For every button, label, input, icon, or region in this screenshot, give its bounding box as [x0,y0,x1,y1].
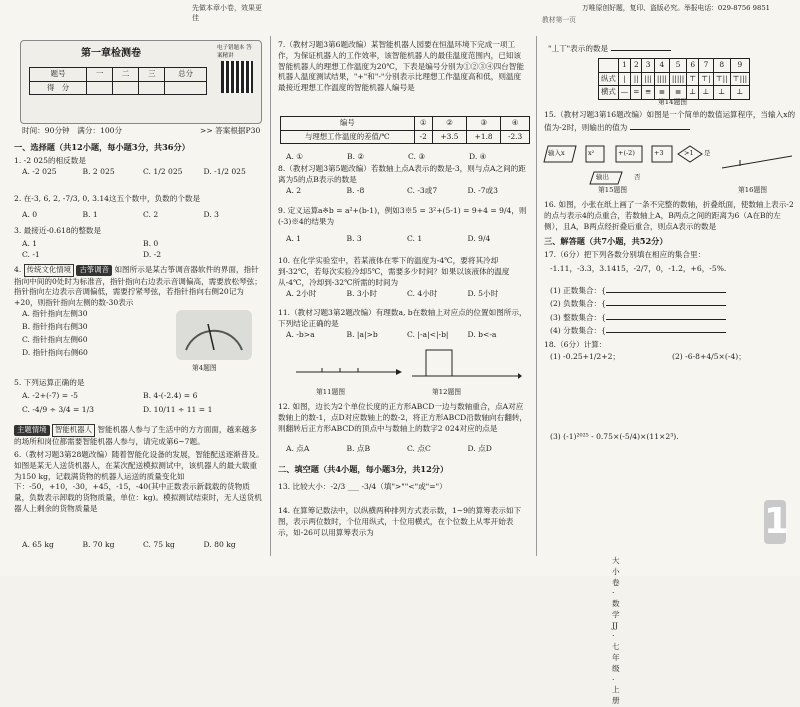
q6-option[interactable]: A. 65 kg [22,540,54,549]
q12-option[interactable]: A. 点A [286,444,310,453]
suanchou-head: 7 [699,59,713,73]
q6-option[interactable]: B. 70 kg [82,540,115,549]
q6-option[interactable]: D. 80 kg [203,540,236,549]
q11-option[interactable]: C. |-a|<|-b| [407,329,449,339]
q2-option[interactable]: C. 2 [143,209,159,219]
column-right [538,0,800,576]
q15-flowchart [544,140,714,186]
q2-option[interactable]: A. 0 [22,209,38,219]
question-12 [278,402,528,455]
q7-row-label: 与理想工作温度的差值/℃ [281,130,415,144]
q11-stem: 11.（教材习题3第2题改编）有理数a, b在数轴上对应点的位置如图所示，下列结论正确的是 [278,308,527,328]
flow-cond: >1 [684,149,694,157]
q7-option[interactable]: A. ① [286,152,304,161]
q7-head: ② [432,117,466,131]
answer-blank[interactable] [630,121,690,130]
q5-option[interactable]: B. 4-(-2.4) = 6 [143,390,198,400]
answer-ref: >> 答案根据P30 [200,126,261,135]
set-positive [550,284,796,297]
tuner-dial-icon [176,310,252,360]
theme-intro [14,424,264,448]
set-fraction [550,324,796,337]
q15-stem: 15.（教材习题3第16题改编）如图是一个简单的数值运算程序，当输入x的值为-2时，则输出的值为 [544,110,796,132]
score-table [29,67,207,95]
flow-no: 否 [634,173,641,181]
q8-stem: 8.（教材习题3第5题改编）若数轴上点A表示的数是-3，则与点A之间的距离为5的点B表示的数是 [278,164,526,184]
q12-stem: 12. 如图，边长为2个单位长度的正方形ABCD一边与数轴重合，点A对应数轴上的数-1，点D对应数轴上的数-2，将正方形ABCD沿数轴向右翻转，则翻转后正方形ABCD的顶点中与数轴上的数字2 024对应的点是 [278,402,528,433]
flow-plus3: +3 [654,149,664,157]
q8-option[interactable]: A. 2 [286,185,302,195]
q11-option[interactable]: B. |a|>b [346,329,378,339]
score-header: 题号 [30,68,87,82]
q14-tail [548,42,671,55]
flow-yes: 是 [704,149,711,157]
q17-stem: 17.（6分）把下列各数分别填在相应的集合里： [544,250,706,259]
score-header: 三 [139,68,165,82]
set-label: (4) 分数集合：{ [550,325,606,335]
q7-stem: 7.（教材习题3第6题改编）某智能机器人园要在恒温环境下完成一项工作，为保证机器人的工作效率，该智能机器人的最佳温度范围内，已知该智能机器人的理想工作温度为20℃，下表是编号分别为①②③④四台智能机器人温度测试结果，"+"和"-"分别表示比理想工作温度高和低，则温度最接近理想工作温度的智能机器人编号是 [278,40,524,93]
q10-option[interactable]: D. 5小时 [467,289,499,298]
suanchou-row-label: 横式 [599,86,619,100]
theme-tag: 主题情境 [14,425,50,436]
question-10 [278,256,528,300]
suanchou-row-label [599,59,619,73]
score-header: 二 [113,68,139,82]
q14-caption: 第14题图 [658,98,688,106]
q9-stem: 9. 定义运算a※b = a²+(b-1)，例如3※5 = 3²+(5-1) = 9+4 = 9/4，则(-3)※4的结果为 [278,206,527,226]
score-header: 总分 [165,68,207,82]
theme-text: 智能机器人参与了生活中的方方面面，越来越多的场所和岗位都需要智能机器人参与，请完成第6~7题。 [14,425,257,446]
q7-head: ④ [501,117,530,131]
qr-code-icon[interactable] [221,61,253,93]
set-label: (3) 整数集合：{ [550,312,606,322]
set-label: (1) 正数集合：{ [550,286,606,295]
q1-option[interactable]: A. -2 025 [22,166,57,176]
answer-blank[interactable] [606,284,726,293]
q17-sets [550,284,796,337]
q2-option[interactable]: D. 3 [203,209,219,219]
q8-option[interactable]: C. -3或7 [407,185,438,195]
q10-option[interactable]: B. 3小时 [346,289,377,298]
q14-stem: 14. 在算筹记数法中，以纵横两种排列方式表示数，1~9的算筹表示如下图，表示两位数时，个位用纵式，十位用横式，在个位数上从零开始表示，如-26可以用算筹表示为 [278,506,522,537]
suanchou-head: 4 [654,59,669,73]
q4-stem: 如图所示是某古筝调音器软件的界面，指针指向中间的0处时为标准音，指针指向右边表示音调偏高，需要放松琴弦；指针指向左边表示音调偏低，需要拧紧琴弦，若指针指向右侧20记为+20，则指针指向左侧的数-30表示 [14,265,262,308]
question-2 [14,194,264,221]
q10-stem: 10. 在化学实验室中，若某液体在零下的温度为-4℃，要将其冷却到-32℃，若每次实验冷却5℃，需要多少时间？如果以该液体的温度从-4℃，冷却到-32℃所需的时间为 [278,256,510,287]
set-integer [550,311,796,324]
score-cell[interactable] [165,81,207,95]
qr-caption: 电子错题本 答案精讲 [217,45,252,59]
question-6 [14,450,264,551]
q7-option[interactable]: D. ④ [469,152,487,161]
q12-square-icon [412,346,522,386]
q12-caption: 第12题图 [432,388,462,396]
question-5 [14,378,264,418]
suanchou-head: 8 [713,59,730,73]
exam-meta: 时间：90分钟 满分：100分 [22,126,123,135]
q1-stem: 1. -2 025的相反数是 [14,156,86,165]
suanchou-row-label: 纵式 [599,72,619,86]
q17-numbers: -1.11，-3.3，3.1415，-2/7，0，-1.2，+6，-5%. [550,264,727,273]
q11-caption: 第11题图 [316,388,346,396]
suanchou-head: 6 [687,59,699,73]
q4-option[interactable]: B. 指针指向右侧30 [22,321,88,331]
suanchou-head: 3 [642,59,654,73]
q3-option[interactable]: B. 0 [143,238,159,248]
q4-option[interactable]: D. 指针指向右侧60 [22,347,88,357]
q18-part1: (1) -0.25+1/2+2； [550,352,621,361]
q11-option[interactable]: D. b<-a [467,329,497,339]
exam-title: 第一章检测卷 [81,48,141,59]
q11-number-line-icon [292,356,402,386]
q3-option[interactable]: C. -1 [22,249,40,259]
q16-fold-icon [720,146,796,176]
answer-blank[interactable] [606,297,726,306]
q6-stem: 6.（教材习题3第28题改编）随着智能化设备的发展，智能配送逐渐普及。如图是某无人送货机器人，在某次配送模拟测试中，该机器人的最大载重为150 kg，记载满货物的机器人运送的质量变化如下：-50，+10，-30，+45，-15，-40(其中正数表示新载载的货物质量，负数表示卸载的货物质量，单位：kg)。模拟测试结束时，无人送货机器人上剩余的货物质量是 [14,450,264,513]
score-cell[interactable] [87,81,113,95]
q1-option[interactable]: C. 1/2 025 [143,166,183,176]
q12-option[interactable]: C. 点C [407,444,431,453]
q4-caption: 第4题图 [192,364,217,372]
q12-option[interactable]: B. 点B [346,444,371,453]
flow-input: 输入x [548,149,565,157]
q3-stem: 3. 最接近-0.618的整数是 [14,226,102,235]
q13-stem: 13. 比较大小：-2/3 ___ -3/4（填">""<"或"="） [278,482,447,491]
suanchou-head: 1 [618,59,630,73]
score-row-label: 得 分 [30,81,87,95]
question-4: 4. 传统文化情境 古筝调音 如图所示是某古筝调音器软件的界面，指针指向中间的0处时为标准音，指针指向右边表示音调偏高，需要放松琴弦；指针指向左边表示音调偏低，需要拧紧琴弦，若指针指向右侧20记为+20，则指针指向左侧的数-30表示 A. 指针指向左侧30 B. 指针指向右侧30 C. 指针指向左侧60 D. 指针指向右侧60 [14,264,264,360]
q7-options [286,152,530,163]
page-footer: 大小卷 · 数学 JJ · 七年级 · 上册 [612,556,620,706]
q7-head: ③ [467,117,501,131]
score-cell[interactable] [113,81,139,95]
q6-option[interactable]: C. 75 kg [143,540,175,549]
q4-option[interactable]: C. 指针指向左侧60 [22,334,88,344]
header-note: 先做本章小卷，效果更佳 [192,4,262,22]
q7-option[interactable]: B. ② [347,152,365,161]
q10-option[interactable]: C. 4小时 [407,289,438,298]
q3-option[interactable]: A. 1 [22,238,38,248]
q8-option[interactable]: B. -8 [346,185,365,195]
q18-part3: (3) (-1)²⁰²⁵ - 0.75×(-5/4)×(11×2³). [550,432,679,441]
column-divider [536,36,537,556]
q2-stem: 2. 在-3, 6, 2, -7/3, 0, 3.14这五个数中，负数的个数是 [14,194,201,203]
suanchou-table: 1 2 3 4 5 6 7 8 9 纵式 | || ||| |||| ||||| ⊤ ⊤| ⊤|| ⊤||| 横式 — = ≡ ≣ ≣ ⊥ ⊥ ⊥ ⊥ [598,58,750,100]
q1-option[interactable]: B. 2 025 [82,166,115,176]
q7-table [280,116,530,144]
q5-stem: 5. 下列运算正确的是 [14,378,85,387]
flow-output: 输出 [596,173,609,181]
q11-option[interactable]: A. -b>a [286,329,315,339]
tuner-image [176,310,252,360]
q1-option[interactable]: D. -1/2 025 [203,166,246,176]
section3-heading: 三、解答题（共7小题，共52分） [544,236,668,246]
question-9 [278,206,528,244]
answer-blank[interactable] [606,324,726,333]
suanchou-head: 2 [631,59,642,73]
score-cell[interactable] [139,81,165,95]
q16-caption: 第16题图 [738,186,768,194]
q7-cell: +1.8 [467,130,501,144]
question-8 [278,164,528,196]
q2-option[interactable]: B. 1 [82,209,98,219]
question-3 [14,226,264,260]
column-left [0,0,268,576]
flow-add: +(-2) [618,149,635,157]
answer-blank[interactable] [606,311,726,320]
q7-option[interactable]: C. ③ [408,152,426,161]
q7-head: 编号 [281,117,415,131]
copyright-header: 万唯原创好题，复印、盗版必究。举报电话：029-8756 9851 [582,4,770,12]
q9-option[interactable]: B. 3 [346,233,362,243]
q7-cell: -2 [414,130,432,144]
answer-blank[interactable] [611,42,671,51]
set-label: (2) 负数集合：{ [550,299,606,309]
q18-part2: (2) -6-8+4/5×(-4)； [672,352,746,361]
suanchou-head: 9 [730,59,749,73]
title-box [20,40,262,124]
section1-heading: 一、选择题（共12小题，每小题3分，共36分） [14,142,190,152]
q8-option[interactable]: D. -7或3 [467,185,498,195]
q5-option[interactable]: C. -4/9 ÷ 3/4 = 1/3 [22,405,94,415]
flow-square: x² [588,149,595,157]
q7-cell: +3.5 [432,130,466,144]
q16-stem: 16. 如图，小张在纸上画了一条不完整的数轴，折叠纸面，使数轴上表示-2的点与表示4的点重合，若数轴上A，B两点之间的距离为6（A在B的左侧），且A，B两点经折叠后重合，则点A表示的数是 [544,200,794,231]
page-number-tab: 1 [764,501,790,542]
q5-option[interactable]: D. 10/11 ÷ 11 = 1 [143,405,213,415]
q10-option[interactable]: A. 2小时 [286,289,317,298]
theme-tag-robot: 智能机器人 [52,424,95,437]
suanchou-head: 5 [669,59,686,73]
section2-heading: 二、填空题（共4小题，每小题3分，共12分） [278,464,449,474]
q9-option[interactable]: A. 1 [286,233,302,243]
q9-option[interactable]: D. 9/4 [467,233,491,243]
q14-tail-text: "丄丅"表示的数是 [548,44,609,53]
corner-note: 教材第一页 [542,16,576,24]
set-negative [550,297,796,310]
q15-caption: 第15题图 [598,186,628,194]
q7-head: ① [414,117,432,131]
question-15 [544,110,796,134]
q4-option[interactable]: A. 指针指向左侧30 [22,309,88,318]
q12-option[interactable]: D. 点D [467,444,492,453]
q4-tag-guzheng: 古筝调音 [76,265,112,276]
q18-stem: 18.（6分）计算： [544,340,607,349]
q9-option[interactable]: C. 1 [407,233,423,243]
q3-option[interactable]: D. -2 [143,249,162,259]
question-1 [14,156,264,178]
q4-tag-culture: 传统文化情境 [24,264,74,277]
question-11 [278,308,528,340]
column-divider [270,36,271,556]
q7-cell: -2.3 [501,130,530,144]
score-header: 一 [87,68,113,82]
q5-option[interactable]: A. -2+(-7) = -5 [22,390,78,400]
